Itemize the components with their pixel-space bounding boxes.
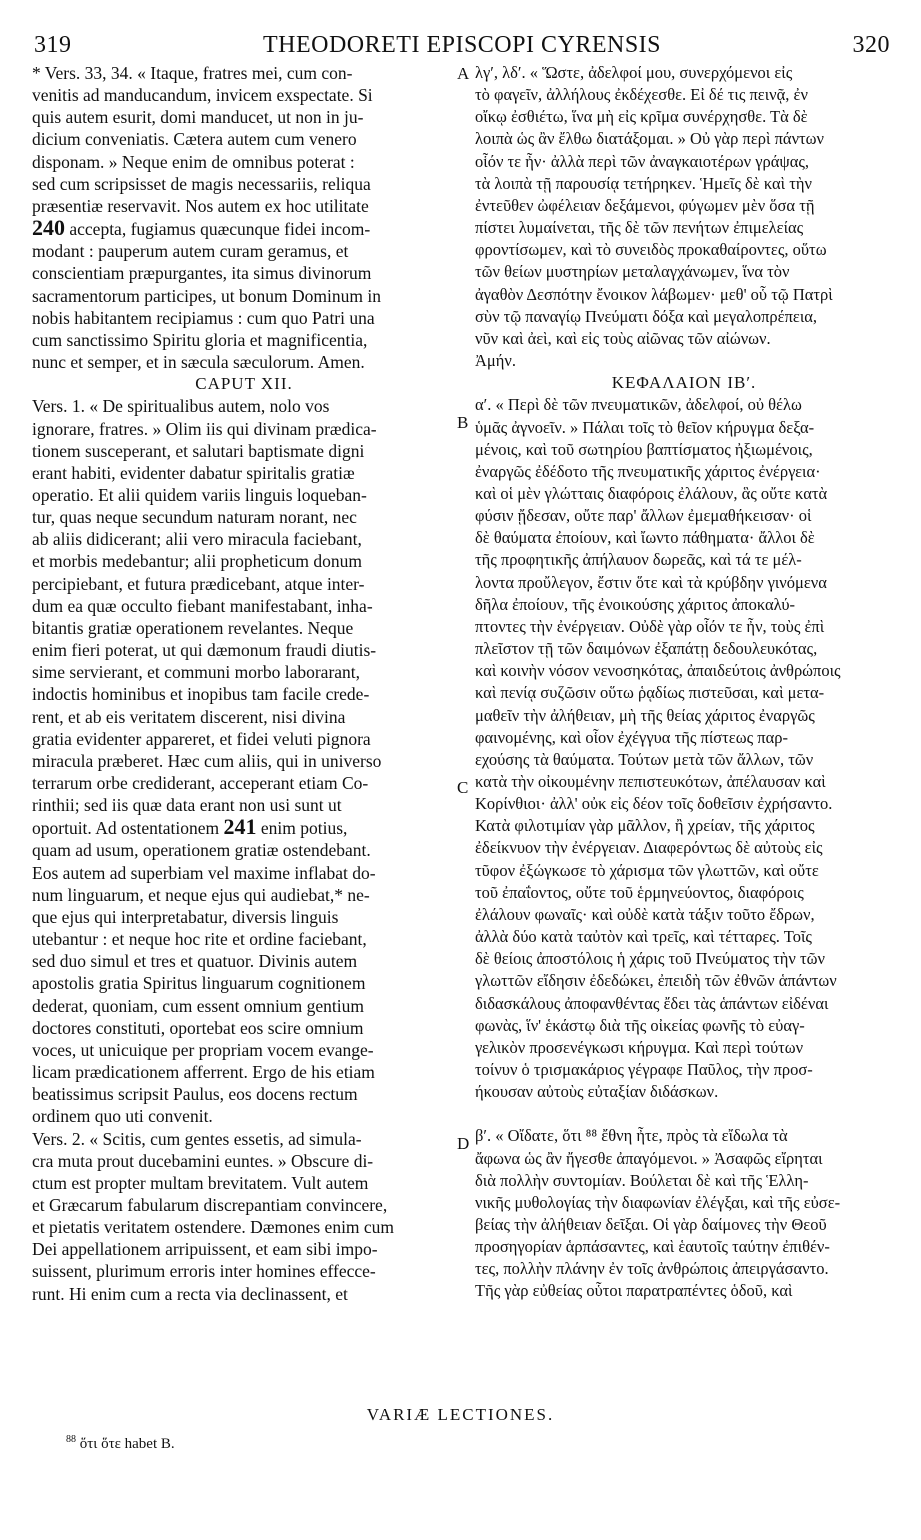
text-line: doctores constituti, oportebat eos scire omnium bbox=[32, 1017, 364, 1038]
text-line: ὑμᾶς ἀγνοεῖν. » Πάλαι τοῖς τὸ θεῖον κήρυγμα δεξα- bbox=[475, 417, 815, 437]
text-line: ctum est propter multam brevitatem. Vult autem bbox=[32, 1172, 369, 1193]
text-line: modant : pauperum autem curam geramus, et bbox=[32, 241, 349, 262]
text-line: ignorare, fratres. » Olim iis qui divinam prædica- bbox=[32, 418, 377, 439]
text-line: οἴκῳ ἐσθιέτω, ἵνα μὴ εἰς κρῖμα συνέρχησθε. Τὰ δὲ bbox=[475, 107, 808, 127]
text-line: δῆλα ἐποίουν, τῆς ἐνοικούσης χάριτος ἀποκαλύ- bbox=[475, 594, 796, 614]
text-line: sime servierant, et communi morbo laborarant, bbox=[32, 662, 361, 683]
margin-marker-d: D bbox=[457, 1134, 470, 1153]
text-line: apostolis gratia Spiritus linguarum cognitionem bbox=[32, 973, 366, 994]
text-line: * Vers. 33, 34. « Itaque, fratres mei, cum con- bbox=[32, 63, 353, 83]
text-line: præsentiæ reservavit. Nos autem ex hoc utilitate bbox=[32, 195, 369, 216]
chapter-heading-latin: CAPUT XII. bbox=[195, 374, 293, 394]
text-line: νῦν καὶ ἀεὶ, καὶ εἰς τοὺς αἰῶνας τῶν αἰώνων. bbox=[475, 328, 771, 348]
text-line: τῆς προφητικῆς ἀπήλαυον δωρεᾶς, καὶ τά τε μέλ- bbox=[475, 550, 802, 570]
text-line: nobis habitantem recipiamus : cum quo Patri una bbox=[32, 307, 375, 328]
text-line: tur, quas neque secundum naturam norant, nec bbox=[32, 507, 357, 528]
text-line: λοιπὰ ὡς ἂν ἔλθω διατάξομαι. » Οὐ γὰρ περὶ πάντων bbox=[475, 129, 824, 149]
text-line: εχούσης τὰ θαύματα. Τούτων μετὰ τῶν ἄλλων, τῶν bbox=[475, 749, 814, 769]
page-number-right: 320 bbox=[852, 31, 890, 58]
text-line: αʹ. « Περὶ δὲ τῶν πνευματικῶν, ἀδελφοί, οὐ θέλω bbox=[475, 395, 802, 415]
text-line: τὸ φαγεῖν, ἀλλήλους ἐκδέχεσθε. Εἰ δέ τις πεινᾷ, ἐν bbox=[475, 85, 808, 105]
text-line: Ἀμήν. bbox=[475, 351, 516, 371]
text-line: γλωττῶν εἴδησιν ἐδεδώκει, ἐπειδὴ τῶν ἐθνῶν ἁπάντων bbox=[475, 971, 837, 991]
text-line: sacramentorum participes, ut bonum Dominum in bbox=[32, 285, 381, 306]
text-line: Κορίνθιοι· ἀλλ' οὐκ εἰς δέον τοῖς δοθεῖσιν ἐχρήσαντο. bbox=[475, 794, 833, 814]
variae-lectiones-heading: VARIÆ LECTIONES. bbox=[366, 1405, 555, 1424]
text-line: Κατὰ φιλοτιμίαν γὰρ μᾶλλον, ἢ χρείαν, τῆς χάριτος bbox=[475, 816, 815, 836]
text-line: διὰ πολλὴν συντομίαν. Βούλεται δὲ καὶ τῆς Ἑλλη- bbox=[475, 1170, 809, 1190]
page-number-left: 319 bbox=[34, 31, 72, 58]
text-line: Vers. 2. « Scitis, cum gentes essetis, ad simula- bbox=[32, 1128, 362, 1149]
text-line: κατὰ τὴν οἰκουμένην πεπιστευκότων, ἀπέλαυσαν καὶ bbox=[475, 772, 826, 791]
text-line: οἷόν τε ἦν· ἀλλὰ περὶ τῶν ἀναγκαιοτέρων γράψας, bbox=[475, 151, 810, 171]
text-fragment: accepta, fugiamus quæcunque fidei incom- bbox=[65, 219, 371, 240]
text-line: ήκουσαν αὐτοὺς εὐταξίαν διδάσκων. bbox=[475, 1082, 719, 1102]
text-line: dederat, quoniam, cum essent omnium gentium bbox=[32, 995, 364, 1016]
text-line: γελικὸν προσενέγκωσι κήρυγμα. Καὶ περὶ τούτων bbox=[475, 1037, 804, 1057]
text-line: utebantur : et neque hoc rite et ordine faciebant, bbox=[32, 929, 367, 950]
paragraph-gap bbox=[475, 1103, 893, 1125]
text-line: δὲ θαύματα ἐποίουν, καὶ ἴωντο πάθηματα· ἄλλοι δὲ bbox=[475, 528, 815, 548]
text-line: runt. Hi enim cum a recta via declinassent, et bbox=[32, 1283, 348, 1304]
text-line: erant habiti, evidenter dabatur spiritalis gratiæ bbox=[32, 462, 355, 483]
text-line: καὶ κοινὴν νόσον νενοσηκότας, ἀπαιδεύτοις ἀνθρώποις bbox=[475, 661, 841, 681]
text-line: Τῆς γὰρ εὐθείας οὗτοι παρατραπέντες ὁδοῦ, καὶ bbox=[475, 1281, 793, 1301]
text-line: βʹ. « Οἴδατε, ὅτι ⁸⁸ ἔθνη ἦτε, πρὸς τὰ εἴδωλα τὰ bbox=[475, 1126, 788, 1146]
text-line: cum sanctissimo Spiritu gloria et magnificentia, bbox=[32, 329, 368, 350]
text-line: quam ad usum, operationem gratiæ ostendebant. bbox=[32, 840, 371, 861]
text-line: indoctis hominibus et inopibus tam facile crede- bbox=[32, 684, 370, 705]
text-line: quis autem esurit, domi manducet, ut non in ju- bbox=[32, 107, 364, 128]
text-line bbox=[32, 816, 456, 839]
page-marker-240: 240 bbox=[32, 217, 65, 241]
running-title: THEODORETI EPISCOPI CYRENSIS bbox=[262, 31, 662, 58]
text-line: μένοις, καὶ τοῦ σωτηρίου βαπτίσματος ἠξιωμένοις, bbox=[475, 439, 813, 459]
text-line: τὰ λοιπὰ τῇ παρουσίᾳ τετήρηκεν. Ἡμεῖς δὲ καὶ τὴν bbox=[475, 173, 812, 193]
page-header bbox=[34, 30, 890, 60]
text-line: φύσιν ᾔδεσαν, οὔτε παρ' ἄλλων ἐμεμαθήκεισαν· οἱ bbox=[475, 506, 812, 526]
text-line: num linguarum, et neque ejus qui audiebat,* ne- bbox=[32, 884, 370, 905]
text-line: dicium conveniatis. Cætera autem cum venero bbox=[32, 129, 357, 150]
page-marker-241: 241 bbox=[223, 816, 257, 840]
text-line: τοίνυν ὁ τρισμακάριος γέγραφε Παῦλος, τὴν προσ- bbox=[475, 1060, 813, 1080]
text-line: bitantis gratiæ operationem revelantes. Neque bbox=[32, 617, 354, 638]
text-line: καὶ πενίᾳ συζῶσιν οὕτω ῥᾳδίως πιστεῦσαι, καὶ μετα- bbox=[475, 683, 825, 703]
text-line: sed cum scripsisset de magis necessariis, reliqua bbox=[32, 173, 371, 194]
text-line: sed duo simul et tres et quatuor. Divinis autem bbox=[32, 951, 358, 972]
text-fragment: oportuit. Ad ostentationem bbox=[32, 818, 224, 839]
text-line: φροντίσωμεν, καὶ τὸ συνειδὸς προκαθαίροντες, οὕτω bbox=[475, 240, 827, 260]
text-line: conscientiam præpurgantes, ita simus divinorum bbox=[32, 263, 372, 284]
text-line: miracula præberet. Hæc cum aliis, qui in universo bbox=[32, 750, 382, 771]
text-line: enim fieri poterat, ut qui dæmonum fraudi diutis- bbox=[32, 640, 377, 661]
text-line: voces, ut unicuique per propriam vocem evange- bbox=[32, 1039, 374, 1060]
text-line: beatissimus scripsit Paulus, eos docens rectum bbox=[32, 1084, 358, 1105]
text-line: διδασκάλους ἀποφανθέντας ἔδει τὰς ἁπάντων εἰδέναι bbox=[475, 993, 829, 1013]
text-line: ἐδείκνυον τὴν ἐνέργειαν. Διαφερόντως δὲ αὐτοὺς εἰς bbox=[475, 838, 823, 858]
text-line: καὶ οἱ μὲν γλώτταις διαφόροις ἐλάλουν, ἃς οὔτε κατὰ bbox=[475, 483, 828, 503]
text-line bbox=[32, 217, 456, 240]
text-line: venitis ad manducandum, invicem exspectate. Si bbox=[32, 85, 373, 106]
text-line: Vers. 1. « De spiritualibus autem, nolo vos bbox=[32, 396, 330, 417]
text-line: λοντα προὔλεγον, ἔστιν ὅτε καὶ τὰ κρύβδην γινόμενα bbox=[475, 572, 827, 592]
text-line: percipiebant, et futura prædicebant, atque inter- bbox=[32, 573, 365, 594]
text-line: ordinem quo uti convenit. bbox=[32, 1106, 213, 1127]
text-line: φωνὰς, ἵν' ἑκάστῳ διὰ τῆς οἰκείας φωνῆς τὸ εὐαγ- bbox=[475, 1015, 805, 1035]
text-line: cra muta prout ducebamini euntes. » Obscure di- bbox=[32, 1150, 374, 1171]
text-line: ἀγαθὸν Δεσπότην ἔνοικον λάβωμεν· μεθ' οὗ τῷ Πατρὶ bbox=[475, 284, 833, 304]
text-line: suissent, plurimum erroris inter homines effecce- bbox=[32, 1261, 376, 1282]
text-line: μαθεῖν τὴν ἀλήθειαν, μὴ τῆς θείας χάριτος ἐναργῶς bbox=[475, 705, 815, 725]
latin-column bbox=[32, 62, 456, 1305]
text-line: terrarum orbe crediderant, acceperant etiam Co- bbox=[32, 773, 369, 793]
footnote bbox=[66, 1434, 175, 1453]
footnote-text: ὅτι ὅτε habet B. bbox=[76, 1436, 175, 1452]
text-line: operatio. Et alii quidem variis linguis loqueban- bbox=[32, 484, 367, 505]
text-line: νικῆς μυθολογίας τὴν διαφωνίαν ἐλέγξαι, καὶ τῆς εὐσε- bbox=[475, 1192, 841, 1212]
text-line: que ejus qui interpretabatur, diversis linguis bbox=[32, 906, 339, 927]
footnote-number: 88 bbox=[66, 1434, 76, 1445]
text-line: δὲ θείοις ἀποστόλοις ἡ χάρις τοῦ Πνεύματος τὴν τῶν bbox=[475, 949, 825, 969]
text-line: Eos autem ad superbiam vel maxime inflabat do- bbox=[32, 862, 376, 883]
text-line: disponam. » Neque enim de omnibus poterat : bbox=[32, 151, 355, 172]
text-line: σὺν τῷ παναγίῳ Πνεύματι δόξα καὶ μεγαλοπρέπεια, bbox=[475, 306, 818, 326]
text-line: ἐναργῶς ἐδέδοτο τῆς πνευματικῆς χάριτος ἐνέργεια· bbox=[475, 461, 821, 481]
text-line: βείας τὴν ἀλήθειαν δεῖξαι. Οἱ γὰρ δαίμονες τὴν Θεοῦ bbox=[475, 1214, 827, 1234]
text-line: ἄφωνα ὡς ἂν ἤγεσθε ἀπαγόμενοι. » Ἀσαφῶς εἴρηται bbox=[475, 1148, 823, 1168]
text-line: rinthii; sed iis quæ data erant non usi sunt ut bbox=[32, 795, 342, 816]
text-line: ab aliis didicerant; alii vero miracula faciebant, bbox=[32, 529, 362, 550]
text-line: πλεῖστον τῇ τῶν δαιμόνων ἐξαπάτῃ δεδουλευκότας, bbox=[475, 639, 818, 659]
text-line: ἀλλὰ δύο κατὰ ταὐτὸν καὶ τρεῖς, καὶ τέτταρες. Τοῖς bbox=[475, 927, 812, 947]
text-line: φαινομένης, καὶ οἷον ἐχέγγυα τῆς πίστεως παρ- bbox=[475, 727, 788, 747]
text-line: τες, πολλὴν πλάνην ἐν τοῖς ἀνθρώποις ἀπειργάσαντο. bbox=[475, 1259, 829, 1279]
chapter-heading-greek: ΚΕΦΑΛΑΙΟΝ ΙΒʹ. bbox=[611, 373, 757, 393]
text-line: προσηγορίαν ἁρπάσαντες, καὶ ἑαυτοῖς ταύτην ἐπιθέν- bbox=[475, 1237, 830, 1257]
text-line: rent, et ab eis veritatem discerent, nisi divina bbox=[32, 706, 346, 727]
text-line: et morbis medebantur; alii propheticum donum bbox=[32, 551, 362, 572]
text-line: dum ea quæ occulto fiebant manifestabant, inha- bbox=[32, 595, 373, 616]
text-line: nunc et semper, et in sæcula sæculorum. Amen. bbox=[32, 352, 365, 373]
text-line: tionem susceperant, et salutari baptismate digni bbox=[32, 440, 365, 461]
text-line: ἐλάλουν φωναῖς· καὶ οὐδὲ κατὰ τάξιν τοῦτο ἔδρων, bbox=[475, 904, 815, 924]
text-line: πίστει λυμαίνεται, τῆς δὲ τῶν πενήτων ἐπιμελείας bbox=[475, 218, 804, 238]
margin-marker-b: B bbox=[457, 413, 469, 432]
text-fragment: enim potius, bbox=[256, 818, 348, 839]
text-line: λγʹ, λδʹ. « Ὥστε, ἀδελφοί μου, συνερχόμενοι εἰς bbox=[475, 63, 793, 82]
margin-marker-a: A bbox=[457, 64, 470, 83]
text-line: τῦφον ἐξώγκωσε τὸ χάρισμα τῶν γλωττῶν, καὶ οὔτε bbox=[475, 860, 819, 880]
text-line: ἐντεῦθεν ὠφέλειαν δεξάμενοι, φύγωμεν μὲν ὅσα τῇ bbox=[475, 195, 815, 215]
text-line: licam prædicationem afferrent. Ergo de his etiam bbox=[32, 1062, 375, 1083]
text-line: gratia evidenter appareret, et fidei veluti pignora bbox=[32, 728, 371, 749]
text-line: et pietatis veritatem ostendere. Dæmones enim cum bbox=[32, 1217, 395, 1238]
margin-marker-c: C bbox=[457, 778, 469, 797]
text-line: τοῦ ἐπαΐοντος, οὔτε τοῦ ἑρμηνεύοντος, διαφόροις bbox=[475, 882, 804, 902]
text-line: Dei appellationem arripuissent, et eam sibi impo- bbox=[32, 1239, 378, 1260]
greek-column bbox=[475, 62, 893, 1303]
text-line: et Græcarum fabularum discrepantiam convincere, bbox=[32, 1194, 388, 1215]
text-line: τῶν θείων μυστηρίων μεταλαγχάνωμεν, ἵνα τὸν bbox=[475, 262, 790, 282]
text-line: πτοντες τὴν ἐνέργειαν. Οὐδὲ γὰρ οἷόν τε ἦν, τοὺς ἐπὶ bbox=[475, 616, 825, 636]
